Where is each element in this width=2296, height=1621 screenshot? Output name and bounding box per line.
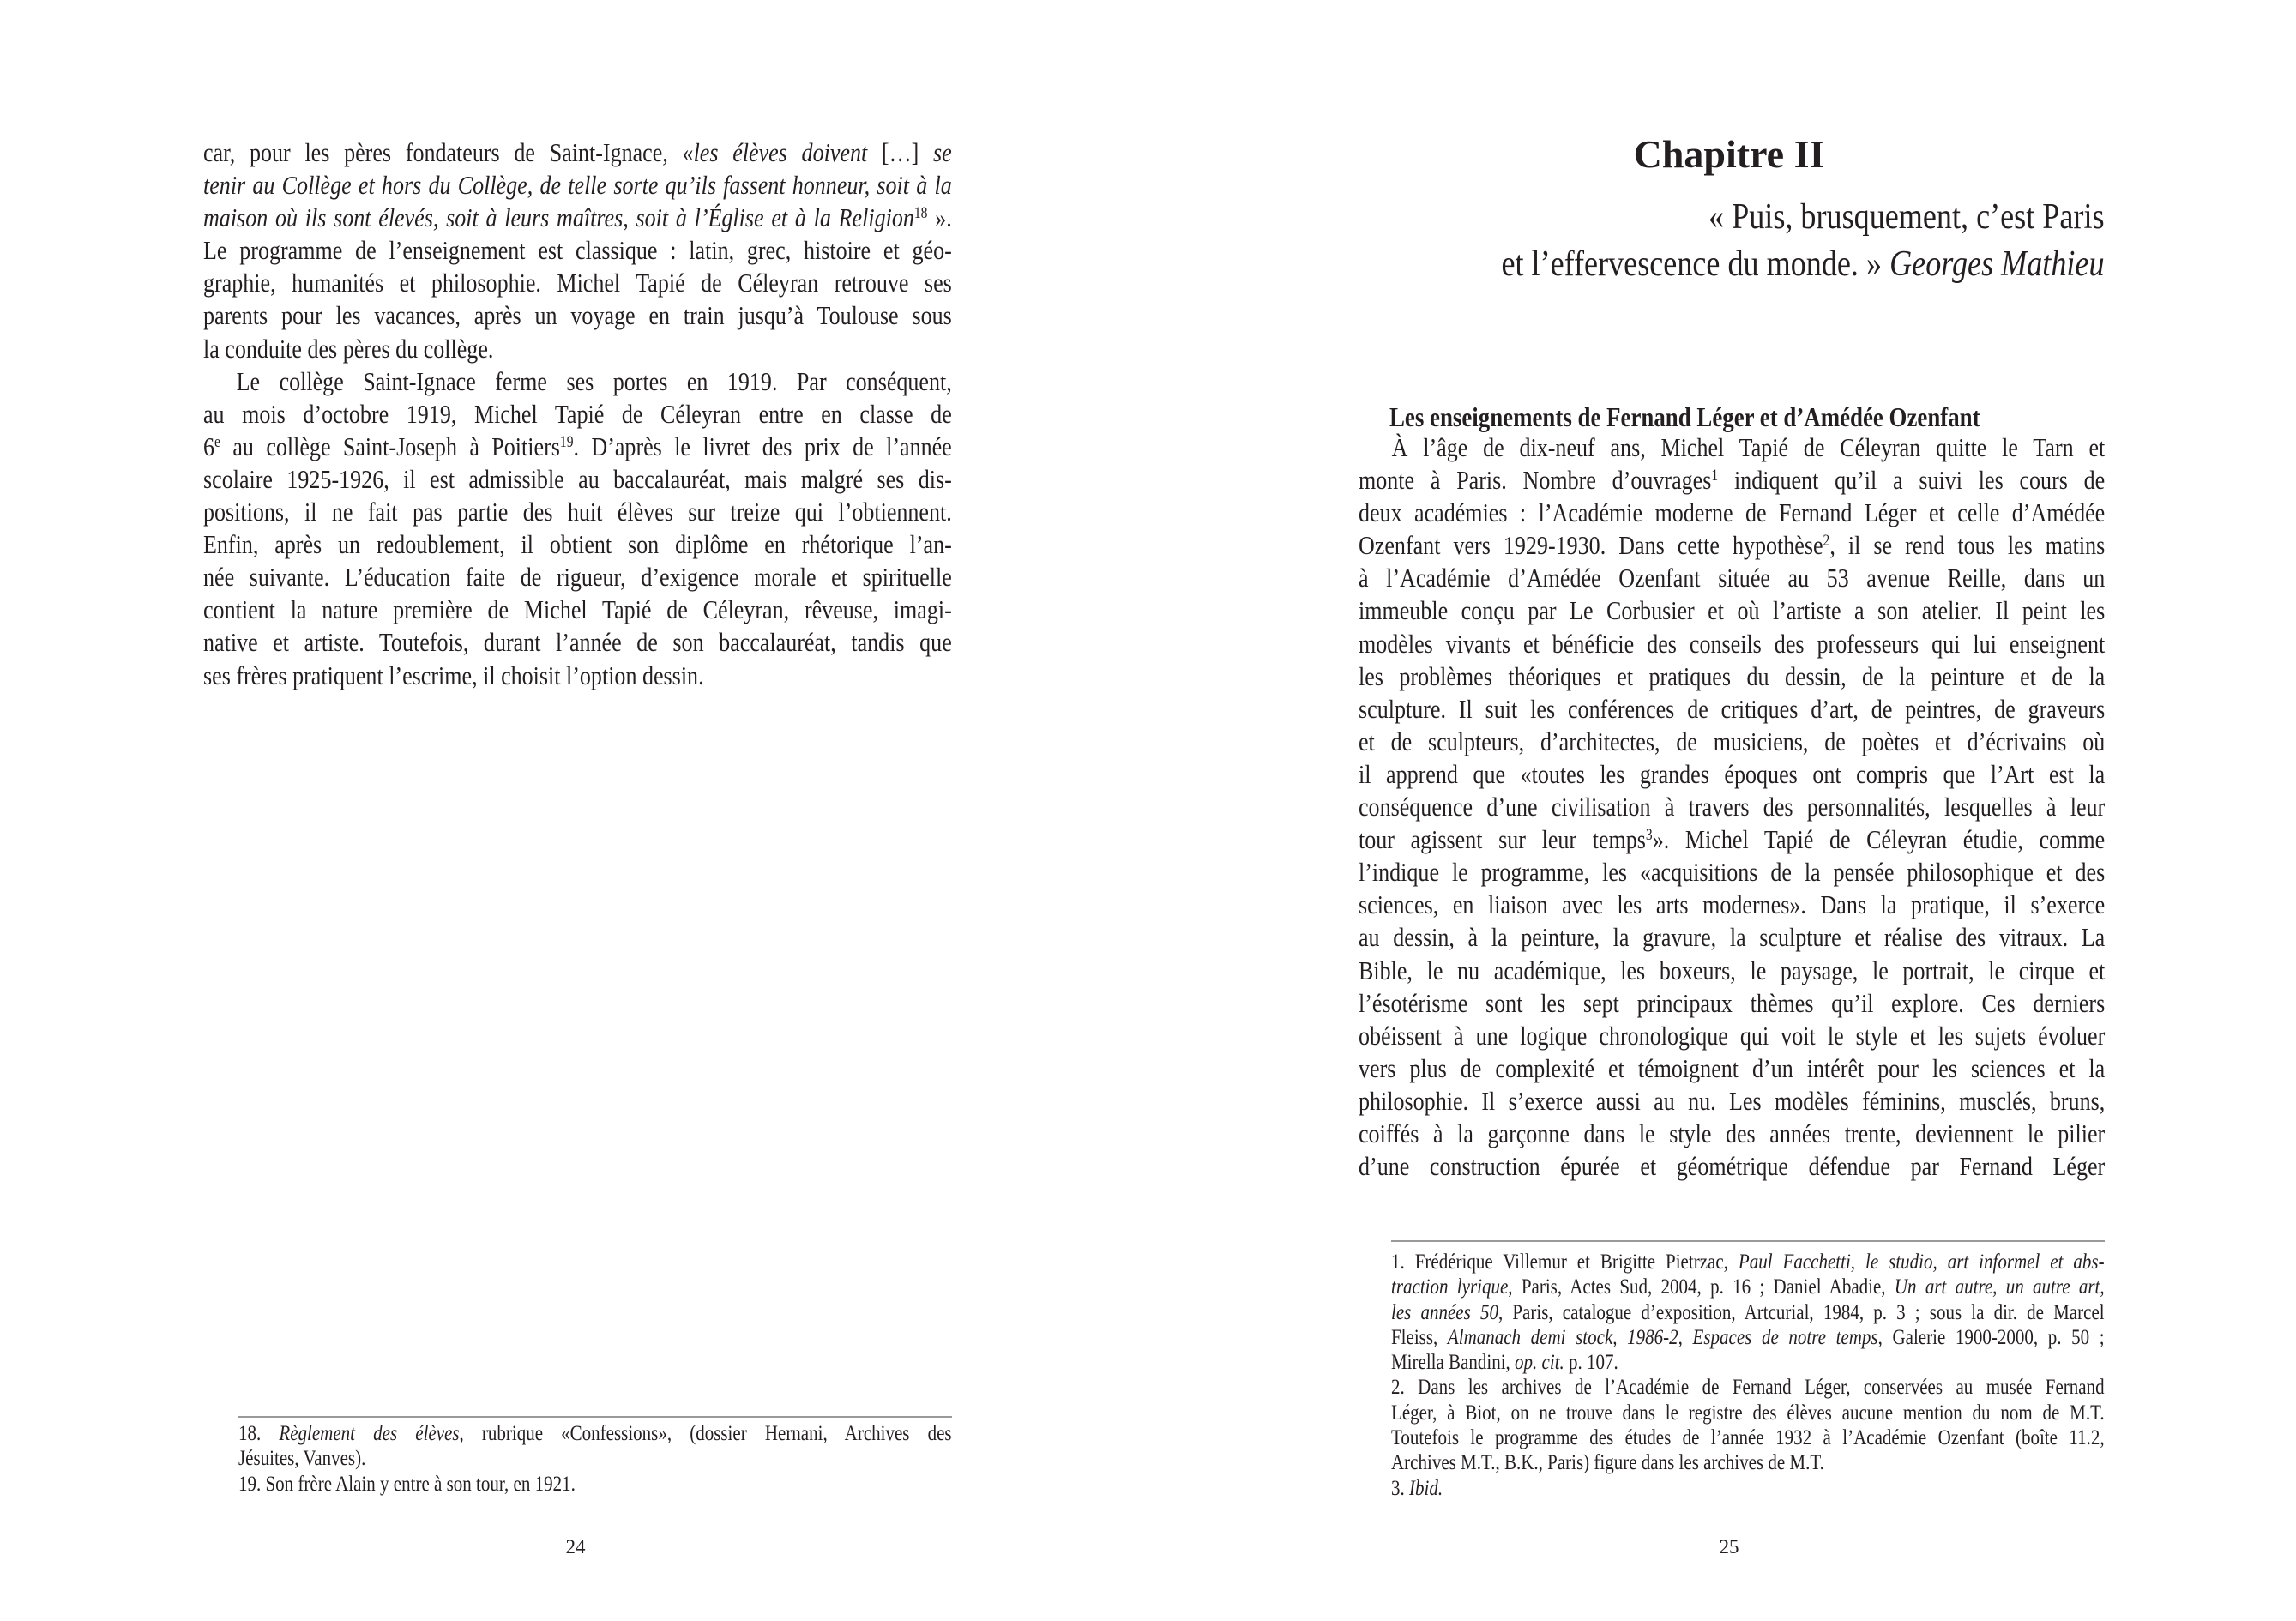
text-segment: , Galerie 1900-2000, p. 50 ; bbox=[1877, 1325, 2105, 1349]
text-line bbox=[1359, 562, 2105, 594]
text-line bbox=[1359, 1020, 2105, 1052]
text-segment: deux académies : l’Académie moderne de Fernand Léger et celle d’Amédée bbox=[1359, 497, 2106, 528]
text-segment: Jésuites, Vanves). bbox=[238, 1447, 366, 1471]
left-page-body bbox=[203, 136, 1094, 692]
text-line bbox=[1391, 1476, 2105, 1501]
text-segment: À l’âge de dix-neuf ans, Michel Tapié de Céleyran quitte le Tarn et bbox=[1391, 432, 2106, 462]
note-reference: 18 bbox=[913, 203, 928, 222]
text-line bbox=[1359, 660, 2105, 693]
italic-text: Ibid. bbox=[1409, 1476, 1443, 1500]
text-line bbox=[203, 299, 952, 332]
text-segment: philosophie. Il s’exerce aussi au nu. Les modèles féminins, musclés, bruns, bbox=[1359, 1085, 2106, 1116]
text-segment: 1. Frédérique Villemur et Brigitte Pietrzac, bbox=[1391, 1250, 1739, 1274]
text-line bbox=[203, 136, 952, 169]
text-line bbox=[203, 431, 952, 463]
text-segment: au dessin, à la peinture, la gravure, la sculpture et réalise des vitraux. La bbox=[1359, 922, 2106, 953]
text-segment: à l’Académie d’Amédée Ozenfant située au 53 avenue Reille, dans un bbox=[1359, 563, 2106, 594]
text-segment: 3. bbox=[1391, 1476, 1409, 1500]
text-segment: p. 107. bbox=[1564, 1351, 1618, 1375]
text-line bbox=[203, 234, 952, 267]
text-segment: ses frères pratiquent l’escrime, il choisit l’option dessin. bbox=[203, 660, 704, 690]
text-segment: l’ésotérisme sont les sept principaux thèmes qu’il explore. Ces derniers bbox=[1359, 987, 2106, 1018]
text-segment: sciences, en liaison avec les arts modernes». Dans la pratique, il s’exerce bbox=[1359, 889, 2106, 920]
text-line bbox=[203, 626, 952, 659]
text-line bbox=[1359, 921, 2105, 954]
text-segment: scolaire 1925-1926, il est admissible au baccalauréat, mais malgré ses dis- bbox=[203, 463, 952, 494]
text-line bbox=[1359, 594, 2105, 627]
note-reference: e bbox=[214, 432, 220, 451]
text-line bbox=[1359, 955, 2105, 987]
text-segment: l’indique le programme, les «acquisitions de la pensée philosophique et des bbox=[1359, 857, 2106, 888]
right-page-number: 25 bbox=[1719, 1536, 1739, 1558]
text-line bbox=[238, 1472, 952, 1497]
text-line bbox=[238, 1446, 952, 1471]
text-segment: née suivante. L’éducation faite de rigueur, d’exigence morale et spirituelle bbox=[203, 562, 952, 593]
text-line bbox=[203, 202, 952, 234]
text-line bbox=[238, 1421, 952, 1446]
epigraph-quote-end: et l’effervescence du monde. » bbox=[1501, 244, 1890, 284]
italic-text: op. cit. bbox=[1515, 1351, 1564, 1375]
text-line bbox=[1391, 1375, 2105, 1400]
right-footnote-rule bbox=[1391, 1240, 2105, 1242]
text-segment: immeuble conçu par Le Corbusier et où l’artiste a son atelier. Il peint les bbox=[1359, 595, 2106, 626]
text-segment: monte à Paris. Nombre d’ouvrages bbox=[1359, 465, 1712, 496]
text-segment: ». Michel Tapié de Céleyran étudie, comme bbox=[1652, 824, 2106, 855]
text-segment: Archives M.T., B.K., Paris) figure dans les archives de M.T. bbox=[1391, 1451, 1824, 1475]
text-line bbox=[203, 528, 952, 561]
text-line bbox=[203, 398, 952, 431]
text-segment: Bible, le nu académique, les boxeurs, le paysage, le portrait, le cirque et bbox=[1359, 955, 2106, 985]
text-segment: . D’après le livret des prix de l’année bbox=[573, 431, 952, 461]
text-segment: Ozenfant vers 1929-1930. Dans cette hypothèse bbox=[1359, 530, 1823, 561]
text-segment: 2. Dans les archives de l’Académie de Fernand Léger, conservées au musée Fernand bbox=[1391, 1376, 2105, 1400]
text-line bbox=[1359, 726, 2105, 758]
text-line bbox=[203, 594, 952, 626]
note-reference: 1 bbox=[1711, 466, 1719, 485]
text-line bbox=[1359, 628, 2105, 660]
text-line bbox=[203, 333, 952, 365]
text-line bbox=[1359, 1150, 2105, 1183]
text-segment: , il se rend tous les matins bbox=[1829, 530, 2106, 561]
text-line bbox=[1359, 987, 2105, 1020]
italic-text: se bbox=[933, 137, 952, 167]
text-segment: Le collège Saint-Ignace ferme ses portes en 1919. Par conséquent, bbox=[236, 365, 952, 396]
italic-text: Un art autre, un autre art, bbox=[1894, 1275, 2105, 1299]
text-line bbox=[203, 561, 952, 594]
text-segment: ». bbox=[927, 202, 952, 233]
text-line bbox=[1391, 1250, 2105, 1275]
text-line bbox=[1359, 529, 2105, 562]
text-segment: il apprend que «toutes les grandes époques ont compris que l’Art est la bbox=[1359, 758, 2106, 789]
text-segment: Léger, à Biot, on ne trouve dans le registre des élèves aucune mention du nom de M.T. bbox=[1391, 1401, 2105, 1425]
text-line bbox=[1359, 791, 2105, 823]
text-segment: les problèmes théoriques et pratiques du dessin, de la peinture et de la bbox=[1359, 660, 2106, 691]
text-line bbox=[1391, 1401, 2105, 1425]
text-line bbox=[1391, 1300, 2105, 1325]
text-segment: la conduite des pères du collège. bbox=[203, 333, 494, 364]
text-line bbox=[1359, 758, 2105, 791]
text-line bbox=[1391, 1350, 2105, 1375]
italic-text: tenir au Collège et hors du Collège, de telle sorte qu’ils fassent honneur, soit à la bbox=[203, 170, 952, 201]
text-segment: native et artiste. Toutefois, durant l’année de son baccalauréat, tandis que bbox=[203, 627, 952, 658]
text-segment: contient la nature première de Michel Tapié de Céleyran, rêveuse, imagi- bbox=[203, 594, 952, 625]
epigraph-line-1: « Puis, brusquement, c’est Paris bbox=[1708, 197, 2105, 237]
text-segment: Toutefois le programme des études de l’année 1932 à l’Académie Ozenfant (boîte 11.2, bbox=[1391, 1426, 2105, 1450]
text-segment: , Paris, catalogue d’exposition, Artcurial, 1984, p. 3 ; sous la dir. de Marcel bbox=[1498, 1300, 2105, 1324]
text-segment: vers plus de complexité et témoignent d’un intérêt pour les sciences et la bbox=[1359, 1052, 2106, 1083]
italic-text: les années 50 bbox=[1391, 1300, 1498, 1324]
italic-text: Paul Facchetti, le studio, art informel et abs- bbox=[1738, 1250, 2105, 1274]
text-line bbox=[203, 463, 952, 496]
text-segment: coiffés à la garçonne dans le style des années trente, deviennent le pilier bbox=[1359, 1118, 2106, 1148]
text-segment: indiquent qu’il a suivi les cours de bbox=[1718, 465, 2106, 496]
text-segment: conséquence d’une civilisation à travers des personnalités, lesquelles à leur bbox=[1359, 792, 2106, 823]
text-segment: Mirella Bandini, bbox=[1391, 1351, 1516, 1375]
text-segment: […] bbox=[867, 137, 934, 167]
text-line bbox=[203, 267, 952, 299]
text-segment: , rubrique «Confessions», (dossier Hernani, Archives des bbox=[459, 1422, 952, 1445]
chapter-title: Chapitre II bbox=[1633, 132, 1825, 176]
text-segment: 18. bbox=[238, 1422, 280, 1445]
text-line bbox=[1359, 856, 2105, 889]
text-segment: obéissent à une logique chronologique qui voit le style et les sujets évoluer bbox=[1359, 1020, 2106, 1051]
section-heading: Les enseignements de Fernand Léger et d’Amédée Ozenfant bbox=[1389, 401, 1980, 432]
text-segment: parents pour les vacances, après un voyage en train jusqu’à Toulouse sous bbox=[203, 300, 952, 331]
text-line bbox=[1391, 1325, 2105, 1350]
left-page-number: 24 bbox=[565, 1536, 586, 1558]
text-segment: Enfin, après un redoublement, il obtient son diplôme en rhétorique l’an- bbox=[203, 529, 952, 560]
left-footnote-rule bbox=[238, 1416, 952, 1418]
text-segment: , Paris, Actes Sud, 2004, p. 16 ; Daniel Abadie, bbox=[1508, 1275, 1895, 1299]
epigraph-author: Georges Mathieu bbox=[1889, 244, 2105, 284]
italic-text: Règlement des élèves bbox=[279, 1422, 460, 1445]
text-segment: sculpture. Il suit les conférences de critiques d’art, de peintres, de graveurs bbox=[1359, 693, 2106, 724]
text-segment: Fleiss, bbox=[1391, 1325, 1448, 1349]
text-segment: et de sculpteurs, d’architectes, de musiciens, de poètes et d’écrivains où bbox=[1359, 726, 2106, 756]
text-segment: au collège Saint-Joseph à Poitiers bbox=[220, 431, 560, 461]
text-segment: tour agissent sur leur temps bbox=[1359, 824, 1646, 855]
italic-text: traction lyrique bbox=[1391, 1275, 1509, 1299]
epigraph-line-2 bbox=[1502, 241, 2105, 288]
text-line bbox=[1359, 1052, 2105, 1085]
text-segment: modèles vivants et bénéficie des conseils des professeurs qui lui enseignent bbox=[1359, 628, 2106, 659]
text-line bbox=[1359, 497, 2105, 529]
text-segment: Le programme de l’enseignement est classique : latin, grec, histoire et géo- bbox=[203, 235, 952, 266]
text-segment: 19. Son frère Alain y entre à son tour, en 1921. bbox=[238, 1472, 576, 1496]
text-line bbox=[1359, 889, 2105, 921]
italic-text: maison où ils sont élevés, soit à leurs maîtres, soit à l’Église et à la Religion bbox=[203, 202, 914, 233]
text-line bbox=[203, 660, 952, 692]
epigraph bbox=[1502, 194, 2105, 288]
right-page-footnotes bbox=[1391, 1250, 2240, 1501]
italic-text: les élèves doivent bbox=[693, 137, 868, 167]
text-segment: au mois d’octobre 1919, Michel Tapié de Céleyran entre en classe de bbox=[203, 398, 952, 429]
text-line bbox=[1359, 1085, 2105, 1118]
text-line bbox=[1359, 693, 2105, 726]
text-line bbox=[1359, 1118, 2105, 1150]
note-reference: 3 bbox=[1645, 825, 1653, 844]
right-page-body bbox=[1359, 431, 2247, 1183]
text-line bbox=[1359, 464, 2105, 497]
text-line bbox=[1391, 1425, 2105, 1450]
text-line bbox=[203, 365, 952, 398]
note-reference: 2 bbox=[1823, 532, 1830, 551]
text-line bbox=[203, 496, 952, 528]
text-segment: d’une construction épurée et géométrique défendue par Fernand Léger bbox=[1359, 1151, 2106, 1182]
text-line bbox=[203, 169, 952, 202]
left-page-footnotes bbox=[238, 1421, 1088, 1497]
text-segment: 6 bbox=[203, 431, 215, 461]
text-segment: car, pour les pères fondateurs de Saint-Ignace, « bbox=[203, 137, 694, 167]
text-line bbox=[1391, 1275, 2105, 1299]
text-segment: positions, il ne fait pas partie des huit élèves sur treize qui l’obtiennent. bbox=[203, 497, 952, 527]
note-reference: 19 bbox=[559, 432, 574, 451]
text-segment: graphie, humanités et philosophie. Michel Tapié de Céleyran retrouve ses bbox=[203, 268, 952, 298]
text-line bbox=[1359, 823, 2105, 856]
italic-text: Almanach demi stock, 1986-2, Espaces de notre temps bbox=[1447, 1325, 1878, 1349]
text-line bbox=[1359, 431, 2105, 464]
text-line bbox=[1391, 1450, 2105, 1475]
